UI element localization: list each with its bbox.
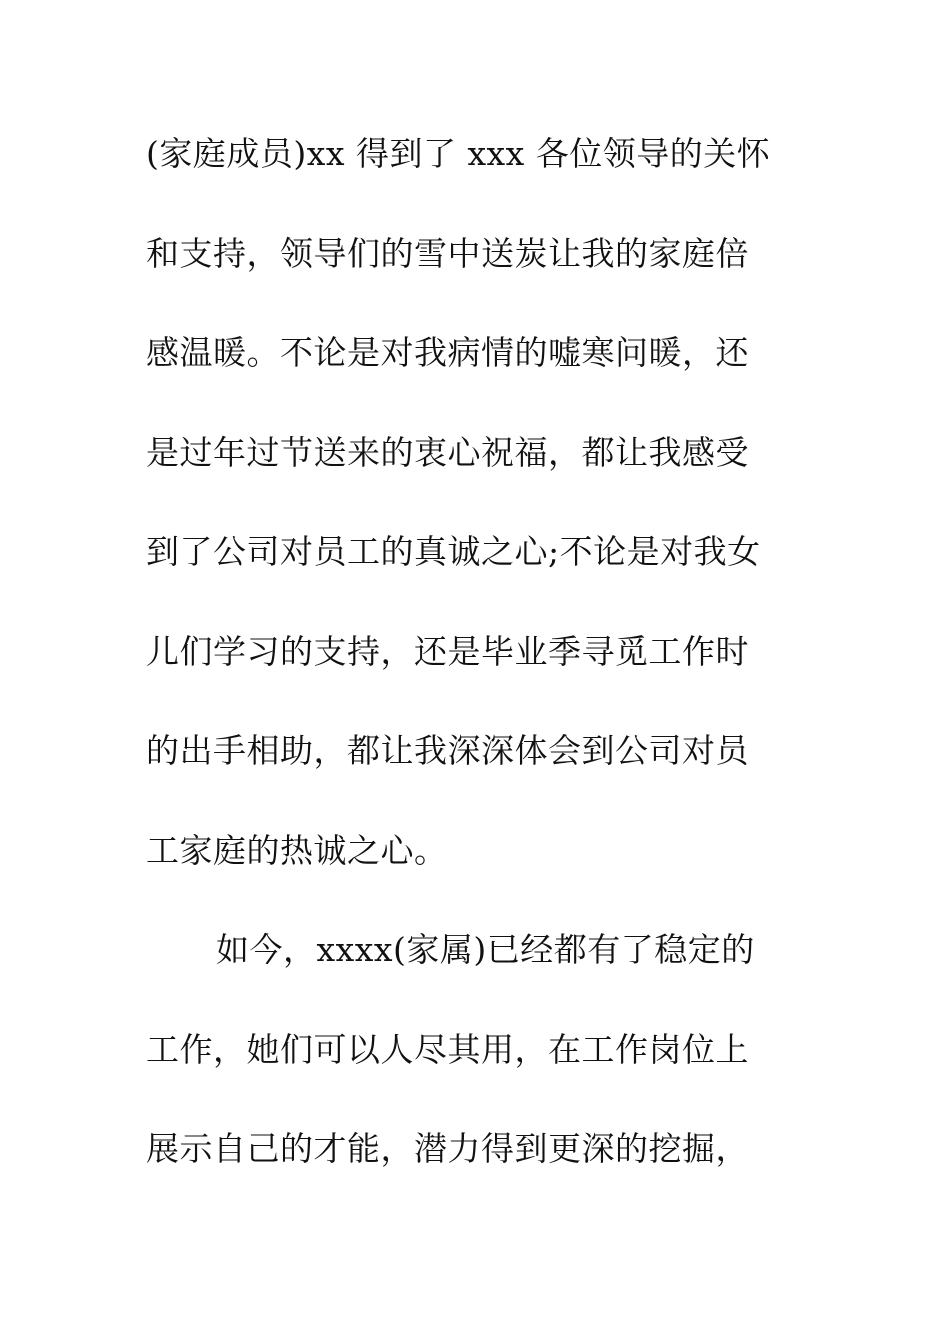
text-line: 工作，她们可以人尽其用，在工作岗位上: [146, 1029, 749, 1069]
text-line: 展示自己的才能，潜力得到更深的挖掘，: [146, 1129, 749, 1168]
text-line: 工家庭的热诚之心。: [146, 830, 448, 870]
text-line: (家庭成员)xx 得到了 xxx 各位领导的关怀: [146, 134, 771, 173]
text-line: 和支持，领导们的雪中送炭让我的家庭倍: [146, 233, 749, 273]
text-line: 感温暖。不论是对我病情的嘘寒问暖，还: [146, 333, 749, 372]
text-line: 是过年过节送来的衷心祝福，都让我感受: [146, 432, 749, 472]
text-line: 的出手相助，都让我深深体会到公司对员: [146, 731, 749, 770]
paragraph-start-line: 如今，xxxx(家属)已经都有了稳定的: [216, 930, 755, 969]
text-line: 儿们学习的支持，还是毕业季寻觅工作时: [146, 631, 749, 671]
text-line: 到了公司对员工的真诚之心;不论是对我女: [146, 532, 761, 571]
body-text: [146, 124, 826, 1219]
